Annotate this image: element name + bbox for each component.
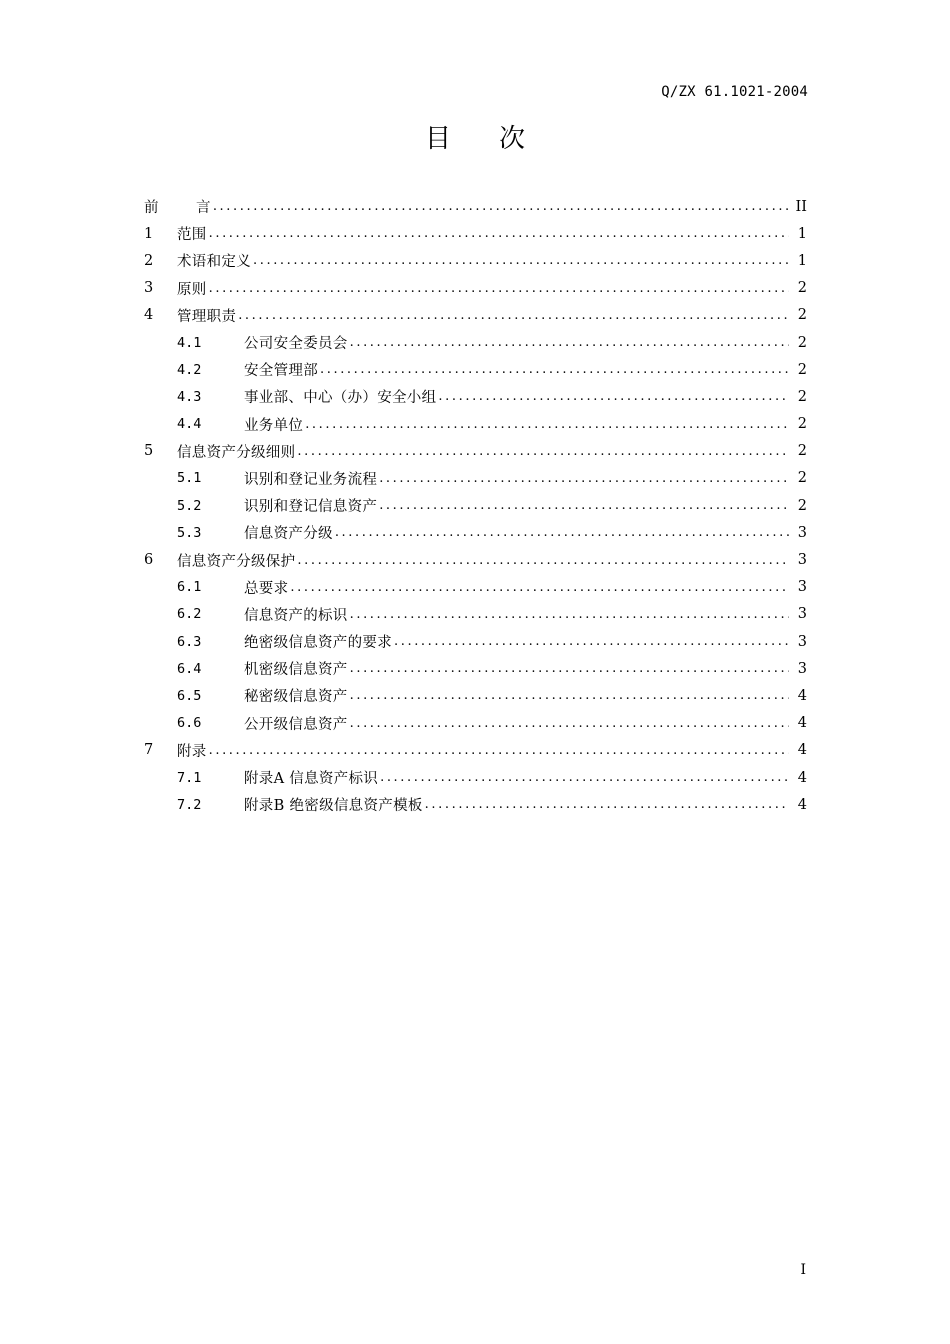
toc-leader-dots [305, 417, 789, 432]
toc-entry-number: 7.1 [177, 769, 202, 786]
toc-entry-page: 3 [797, 579, 807, 596]
toc-entry-title: 信息资产分级保护 [177, 553, 296, 570]
toc-entry-page: 2 [797, 334, 807, 351]
toc-entry[interactable] [144, 247, 807, 274]
toc-leader-dots [238, 308, 789, 323]
toc-entry-number: 4.2 [177, 361, 202, 378]
table-of-contents [144, 193, 807, 818]
toc-leader-dots [380, 770, 789, 785]
toc-entry-title: 识别和登记业务流程 [244, 471, 378, 488]
toc-entry[interactable] [144, 492, 807, 519]
toc-entry-page: 2 [797, 280, 807, 297]
toc-entry-number: 6.3 [177, 633, 202, 650]
toc-leader-dots [320, 362, 789, 377]
toc-entry-title: 信息资产的标识 [244, 607, 348, 624]
toc-entry-title: 附录 [177, 743, 207, 760]
toc-leader-dots [290, 580, 789, 595]
toc-entry-page: 4 [797, 796, 807, 813]
toc-entry-number: 4.4 [177, 416, 202, 433]
toc-entry-title: 范围 [177, 227, 207, 244]
toc-entry[interactable] [144, 302, 807, 329]
toc-entry-title: 机密级信息资产 [244, 662, 348, 679]
toc-entry-number: 7.2 [177, 796, 202, 813]
toc-entry-title: 识别和登记信息资产 [244, 499, 378, 516]
toc-entry-number: 5.1 [177, 470, 202, 487]
toc-entry-title: 绝密级信息资产的要求 [244, 635, 392, 652]
toc-leader-dots [350, 716, 789, 731]
page-title [0, 118, 950, 155]
toc-entry[interactable] [144, 628, 807, 655]
toc-leader-dots [297, 553, 789, 568]
toc-leader-dots [209, 743, 789, 758]
toc-entry-number: 6.2 [177, 606, 202, 623]
toc-leader-dots [394, 634, 789, 649]
title-part-2: 次 [499, 124, 526, 154]
toc-entry-number: 1 [144, 225, 154, 242]
toc-entry-number: 7 [144, 742, 154, 759]
toc-entry-number: 4.3 [177, 388, 202, 405]
toc-entry[interactable] [144, 411, 807, 438]
toc-entry-number: 4 [144, 307, 154, 324]
toc-entry-number: 6.5 [177, 687, 202, 704]
toc-entry[interactable] [144, 275, 807, 302]
toc-entry-number: 5.2 [177, 497, 202, 514]
toc-entry[interactable] [144, 601, 807, 628]
toc-entry[interactable] [144, 383, 807, 410]
toc-entry[interactable] [144, 546, 807, 573]
toc-entry-page: 3 [797, 606, 807, 623]
footer-page-number: I [800, 1262, 806, 1278]
toc-leader-dots [253, 253, 789, 268]
toc-entry-title: 附录A 信息资产标识 [244, 771, 379, 788]
toc-entry-title: 事业部、中心（办）安全小组 [244, 390, 437, 407]
document-code: Q/ZX 61.1021-2004 [661, 84, 808, 100]
toc-entry-number: 6 [144, 552, 154, 569]
toc-entry-page: 3 [797, 552, 807, 569]
toc-entry-page: 2 [797, 470, 807, 487]
toc-entry-page: II [795, 198, 807, 215]
toc-leader-dots [379, 471, 789, 486]
toc-entry[interactable] [144, 764, 807, 791]
toc-entry-page: 2 [797, 497, 807, 514]
toc-entry[interactable] [144, 574, 807, 601]
toc-entry-number: 6.4 [177, 660, 202, 677]
toc-entry-title: 公司安全委员会 [244, 336, 348, 353]
title-part-1: 目 [424, 124, 451, 154]
toc-entry-title: 术语和定义 [177, 254, 251, 271]
toc-leader-dots [438, 389, 789, 404]
toc-entry-title: 公开级信息资产 [244, 716, 348, 733]
toc-entry-title: 原则 [177, 281, 207, 298]
toc-entry-page: 2 [797, 443, 807, 460]
toc-entry-page: 3 [797, 524, 807, 541]
toc-entry[interactable] [144, 655, 807, 682]
toc-entry-page: 2 [797, 388, 807, 405]
toc-leader-dots [335, 525, 789, 540]
toc-entry-number: 5 [144, 443, 154, 460]
toc-entry-number: 3 [144, 280, 154, 297]
toc-leader-dots [350, 688, 789, 703]
toc-leader-dots [350, 607, 789, 622]
toc-entry-page: 3 [797, 660, 807, 677]
toc-entry-title: 安全管理部 [244, 363, 318, 380]
toc-leader-dots [379, 498, 789, 513]
toc-entry[interactable] [144, 710, 807, 737]
toc-entry-page: 4 [797, 769, 807, 786]
toc-entry-number: 6.1 [177, 579, 202, 596]
toc-entry-title: 管理职责 [177, 308, 237, 325]
toc-entry[interactable] [144, 438, 807, 465]
toc-entry[interactable] [144, 329, 807, 356]
toc-leader-dots [297, 444, 789, 459]
toc-entry[interactable] [144, 519, 807, 546]
toc-entry-page: 3 [797, 633, 807, 650]
toc-leader-dots [213, 199, 789, 214]
toc-entry-number: 4.1 [177, 334, 202, 351]
toc-entry-page: 2 [797, 361, 807, 378]
toc-entry-number: 前 [144, 200, 159, 217]
toc-entry-number: 2 [144, 252, 154, 269]
toc-entry-page: 1 [797, 225, 807, 242]
toc-entry[interactable] [144, 220, 807, 247]
toc-entry-page: 2 [797, 416, 807, 433]
toc-entry-title: 附录B 绝密级信息资产模板 [244, 798, 423, 815]
toc-entry-page: 4 [797, 687, 807, 704]
toc-entry-number: 5.3 [177, 524, 202, 541]
toc-leader-dots [209, 226, 789, 241]
toc-entry-page: 4 [797, 715, 807, 732]
toc-entry-title: 信息资产分级细则 [177, 444, 296, 461]
toc-entry-title: 言 [196, 200, 211, 217]
toc-entry-number: 6.6 [177, 715, 202, 732]
toc-entry[interactable] [144, 682, 807, 709]
toc-entry-title: 总要求 [244, 580, 289, 597]
toc-leader-dots [350, 335, 789, 350]
toc-entry-page: 4 [797, 742, 807, 759]
toc-entry-title: 业务单位 [244, 417, 304, 434]
toc-entry-page: 2 [797, 307, 807, 324]
toc-entry[interactable] [144, 791, 807, 818]
toc-entry[interactable] [144, 737, 807, 764]
toc-leader-dots [209, 281, 789, 296]
toc-leader-dots [350, 661, 789, 676]
toc-entry-title: 信息资产分级 [244, 526, 333, 543]
toc-entry-page: 1 [797, 252, 807, 269]
toc-leader-dots [425, 797, 789, 812]
toc-entry[interactable] [144, 193, 807, 220]
toc-entry-title: 秘密级信息资产 [244, 689, 348, 706]
toc-entry[interactable] [144, 356, 807, 383]
toc-entry[interactable] [144, 465, 807, 492]
